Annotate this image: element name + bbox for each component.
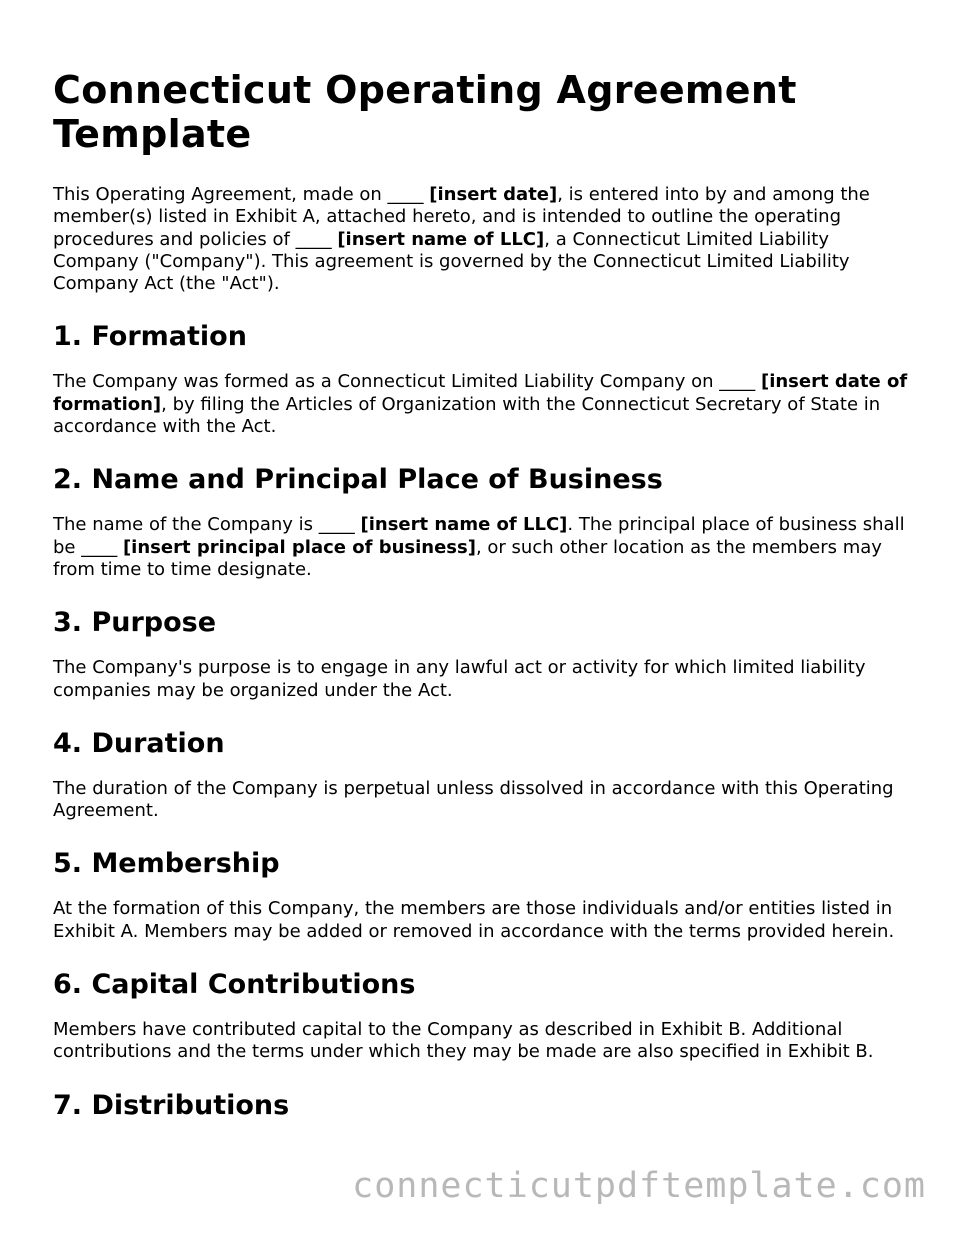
name-place-text-3: , or such other location as the members may from time to time designate.: [53, 536, 882, 580]
watermark: connecticutpdftemplate.com: [352, 1166, 926, 1206]
name-place-text-1: The name of the Company is ____: [53, 514, 361, 536]
section-text-capital: Members have contributed capital to the Company as described in Exhibit B. Additional contributions and the terms under which they may be made are also specified in Exhibit B.: [53, 1019, 874, 1063]
section-heading-purpose: 3. Purpose: [53, 607, 217, 639]
section-heading-name-place: 2. Name and Principal Place of Business: [53, 464, 663, 496]
section-text-duration: The duration of the Company is perpetual unless dissolved in accordance with this Operating Agreement.: [53, 777, 894, 822]
section-heading-membership: 5. Membership: [53, 848, 280, 880]
intro-paragraph: [53, 184, 913, 295]
section-text-name-place: [53, 514, 913, 581]
section-heading-distributions: 7. Distributions: [53, 1089, 290, 1121]
document-content: [53, 68, 913, 1140]
formation-text-2: , by filing the Articles of Organization with the Connecticut Secretary of State in accordance with the Act.: [53, 393, 881, 438]
section-text-membership: At the formation of this Company, the members are those individuals and/or entities listed in Exhibit A. Members may be added or removed in accordance with the terms provided herein.: [53, 898, 895, 942]
placeholder-insert-llc-name: [insert name of LLC]: [337, 228, 545, 250]
section-heading-formation: 1. Formation: [53, 321, 247, 353]
section-heading-duration: 4. Duration: [53, 727, 225, 759]
section-text-formation: [53, 371, 913, 438]
placeholder-insert-date: [insert date]: [429, 184, 558, 205]
section-text-purpose: The Company's purpose is to engage in any lawful act or activity for which limited liability companies may be organized under the Act.: [53, 657, 866, 701]
placeholder-insert-principal-place: [insert principal place of business]: [122, 536, 476, 558]
placeholder-insert-formation-date: [insert date of formation]: [53, 371, 908, 415]
formation-text-1: The Company was formed as a Connecticut Limited Liability Company on ____: [53, 371, 761, 393]
placeholder-insert-llc-name-2: [insert name of LLC]: [360, 514, 568, 536]
document-title: Connecticut Operating Agreement Template: [53, 68, 797, 156]
intro-text-2: , is entered into by and among the member(s) listed in Exhibit A, attached hereto, and is intended to outline the operating procedures and policies of ____: [53, 184, 870, 250]
name-place-text-2: . The principal place of business shall be ____: [53, 514, 905, 558]
intro-text-1: This Operating Agreement, made on ____: [53, 184, 430, 205]
intro-text-3: , a Connecticut Limited Liability Company ("Company"). This agreement is governed by the Connecticut Limited Liability Company Act (the "Act").: [53, 228, 850, 295]
section-heading-capital: 6. Capital Contributions: [53, 969, 416, 1001]
